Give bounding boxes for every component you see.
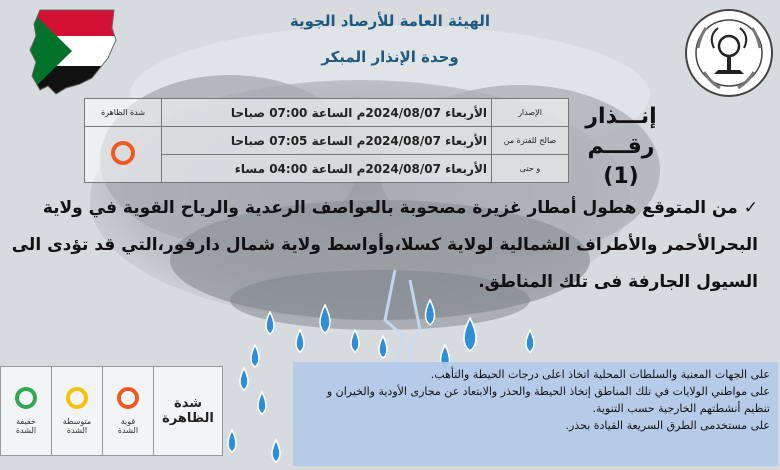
instructions-box	[293, 362, 778, 466]
legend-title-line1: شدة	[174, 396, 202, 411]
warning-info-table	[84, 98, 569, 183]
issue-value: الأربعاء 2024/08/07م الساعة 07:00 صباحا	[162, 99, 492, 127]
light-ring-icon	[15, 387, 37, 409]
instruction-item: على الجهات المعنية والسلطات المحلية اتخاذ اعلى درجات الحيطة والتأهب.	[430, 368, 770, 381]
page-subtitle: وحدة الإنذار المبكر	[321, 48, 459, 66]
severity-indicator	[85, 127, 162, 183]
strong-ring-icon	[117, 387, 139, 409]
instruction-item: على مواطني الولايات في تلك المناطق إتخاذ الحيطة والحذر والابتعاد عن مجارى الأودية والخيران و تنظيم أنشطتهم الخارجية حسب التنوية.	[326, 385, 770, 415]
issue-label: الإصدار	[492, 99, 569, 127]
legend-title-line2: الظاهرة	[162, 411, 214, 426]
legend-level-light	[1, 367, 52, 456]
legend-level-sublabel: الشدة	[66, 426, 88, 435]
valid-from-label: صالح للفترة من	[492, 127, 569, 155]
legend-level-label: خفيفة	[16, 417, 36, 426]
warning-number	[576, 102, 666, 192]
valid-to-label: و حتى	[492, 155, 569, 183]
forecast-text: ✓ من المتوقع هطول أمطار غزيرة مصحوبة بالعواصف الرعدية والرياح القوية في ولاية البحرالأحمر والأطراف الشمالية لولاية كسلا،وأواسط ولاية شمال دارفور،التي قد تؤدى الى السيول الجارفة فى تلك المناطق.	[11, 198, 758, 292]
legend-level-strong	[103, 367, 154, 456]
meteorological-authority-logo	[684, 8, 774, 98]
sudan-flag-map-icon	[26, 6, 118, 96]
legend-level-sublabel: الشدة	[15, 426, 37, 435]
valid-to-value: الأربعاء 2024/08/07م الساعة 04:00 مساء	[162, 155, 492, 183]
warning-number-label: رقـــم (1)	[587, 134, 655, 189]
instruction-item: على مستخدمى الطرق السريعة القيادة بحذر.	[565, 419, 770, 432]
severity-legend	[0, 366, 223, 456]
page-title: الهيئة العامة للأرصاد الجوية	[289, 12, 491, 30]
valid-from-value: الأربعاء 2024/08/07م الساعة 07:05 صباحا	[162, 127, 492, 155]
legend-level-sublabel: الشدة	[117, 426, 139, 435]
severity-ring-icon	[111, 141, 135, 165]
legend-level-label: متوسطة	[62, 417, 92, 426]
medium-ring-icon	[66, 387, 88, 409]
table-row	[85, 99, 569, 127]
severity-header: شدة الظاهرة	[85, 99, 162, 127]
warning-label: إنـــذار	[585, 104, 657, 129]
table-row	[85, 127, 569, 155]
legend-level-label: قوية	[120, 417, 136, 426]
legend-title	[154, 367, 223, 456]
legend-level-medium	[52, 367, 103, 456]
